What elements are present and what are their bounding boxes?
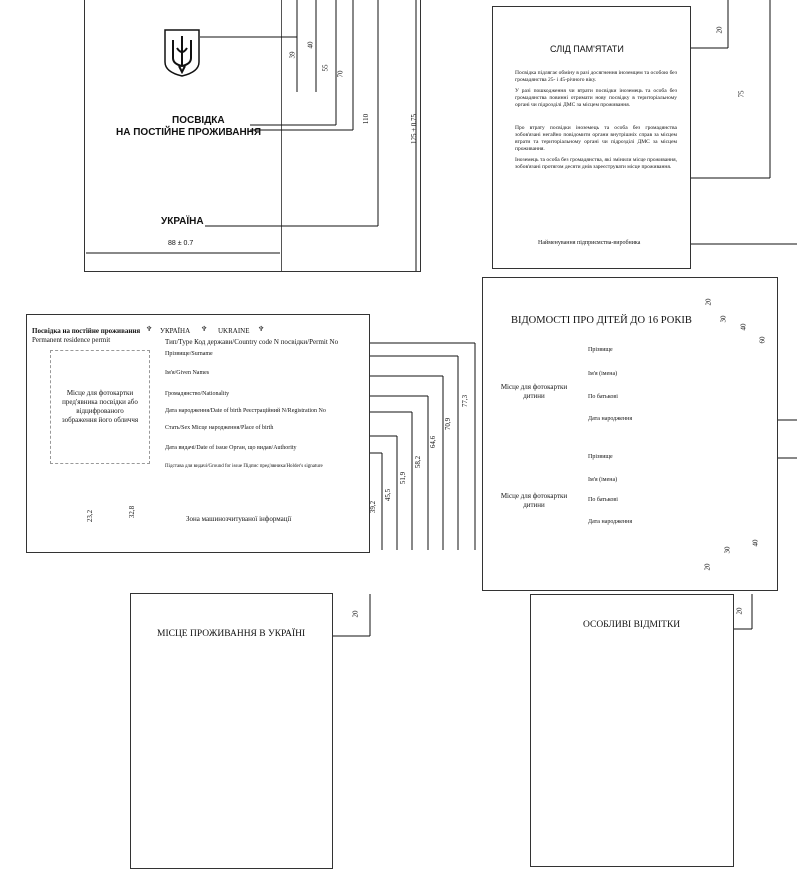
child2-photo-area (493, 456, 575, 546)
children-dim-60: 60 (758, 336, 767, 344)
field-issue-authority: Дата видачі/Date of issue Орган, що видав/Authority (165, 445, 297, 451)
trident-small-icon: ♆ (146, 325, 153, 333)
reminder-title: СЛІД ПАМ'ЯТАТИ (550, 44, 624, 54)
reminder-paragraph-3: Про втрату посвідки іноземець та особа без громадянства зобов'язані негайно повідомити органи внутрішніх справ за місцем втрати та територіальному органі чи підрозділі ДМС за місцем проживання. (515, 125, 677, 152)
child1-patronymic-label: По батькові (588, 394, 618, 400)
cover-dim-110: 110 (362, 113, 371, 125)
field-nationality: Громадянство/Nationality (165, 391, 230, 397)
reminder-dim-20: 20 (715, 26, 724, 34)
children-dim-bottom-20: 20 (703, 563, 712, 571)
field-surname: Прізвище/Surname (165, 351, 213, 357)
cover-country: УКРАЇНА (161, 216, 204, 227)
field-ground-signature: Підстава для видачі/Ground for issue Підпис пред'явника/Holder's signature (165, 464, 323, 469)
data-country-ua: УКРАЇНА (160, 327, 191, 335)
reminder-paragraph-4: Іноземець та особа без громадянства, які змінили місце проживання, зобов'язані протягом десяти днів зареєструвати місце проживання. (515, 157, 677, 170)
data-dim-58-2: 58,2 (414, 455, 423, 469)
child2-birthdate-label: Дата народження (588, 519, 633, 525)
children-dim-30: 30 (719, 315, 728, 323)
cover-width-dim: 88 ± 0.7 (168, 240, 194, 247)
field-given-names: Ім'я/Given Names (165, 370, 210, 376)
cover-dim-40: 40 (306, 41, 315, 49)
child2-surname-label: Прізвище (588, 454, 613, 460)
data-dim-77-3: 77,3 (461, 394, 470, 408)
data-country-en: UKRAINE (218, 327, 250, 335)
cover-dim-39: 39 (288, 51, 297, 59)
field-type-code-number: Тип/Type Код держави/Country code N посвідки/Permit No (165, 338, 339, 346)
reminder-paragraph-1: Посвідка підлягає обміну в разі досягнення іноземцем та особою без громадянства 25- і 45-річного віку. (515, 70, 677, 83)
children-dim-bottom-30: 30 (723, 546, 732, 554)
reminder-footer: Найменування підприємства-виробника (538, 240, 641, 246)
residence-title: МІСЦЕ ПРОЖИВАННЯ В УКРАЇНІ (157, 629, 306, 639)
cover-height-dim: 125 ± 0.75 (410, 113, 419, 145)
notes-dim-20: 20 (735, 607, 744, 615)
child1-name-label: Ім'я (імена) (588, 371, 618, 377)
children-dim-bottom-40: 40 (751, 539, 760, 547)
data-dim-51-9: 51,9 (399, 471, 408, 485)
child1-photo-text: Місце для фотокартки дитини (500, 383, 568, 400)
data-dim-45-5: 45,5 (384, 488, 393, 502)
data-photo-area (50, 350, 150, 464)
cover-title-line1: ПОСВІДКА (172, 115, 225, 126)
trident-small-icon: ♆ (201, 325, 208, 333)
child1-birthdate-label: Дата народження (588, 416, 633, 422)
cover-dim-70: 70 (336, 70, 345, 78)
data-dim-70-9: 70,9 (444, 417, 453, 431)
notes-page (530, 594, 734, 867)
child2-name-label: Ім'я (імена) (588, 477, 618, 483)
data-dim-23-2: 23,2 (86, 509, 95, 523)
child1-photo-area (493, 348, 575, 436)
child2-photo-text: Місце для фотокартки дитини (500, 492, 568, 509)
field-sex-birthplace: Стать/Sex Місце народження/Place of birth (165, 425, 274, 431)
child1-surname-label: Прізвище (588, 347, 613, 353)
reminder-paragraph-2: У разі пошкодження чи втрати посвідки іноземець та особа без громадянства повинні отримати нову посвідку в територіальному органі чи підрозділі ДМС за місцем проживання. (515, 88, 677, 108)
field-birth-registration: Дата народження/Date of birth Реєстраційний N/Registration No (165, 408, 326, 414)
data-dim-32-8: 32,8 (128, 505, 137, 519)
data-photo-text: Місце для фотокартки пред'явника посвідки або відцифрованого зображення його обличчя (61, 389, 139, 424)
notes-title: ОСОБЛИВІ ВІДМІТКИ (583, 620, 681, 630)
children-title: ВІДОМОСТІ ПРО ДІТЕЙ ДО 16 РОКІВ (511, 315, 692, 326)
cover-title-line2: НА ПОСТІЙНЕ ПРОЖИВАННЯ (116, 127, 262, 138)
data-dim-39-2: 39,2 (369, 500, 378, 514)
reminder-dim-75: 75 (737, 90, 746, 98)
mrz-zone: Зона машинозчитуваної інформації (186, 515, 292, 523)
child2-patronymic-label: По батькові (588, 497, 618, 503)
children-dim-40: 40 (739, 323, 748, 331)
data-header-en: Permanent residence permit (32, 336, 111, 344)
residence-dim-20: 20 (351, 610, 360, 618)
children-dim-20: 20 (704, 298, 713, 306)
data-dim-64-6: 64,6 (429, 435, 438, 449)
cover-dim-55: 55 (321, 64, 330, 72)
data-header-ua: Посвідка на постійне проживання (32, 327, 141, 335)
trident-small-icon: ♆ (258, 325, 265, 333)
